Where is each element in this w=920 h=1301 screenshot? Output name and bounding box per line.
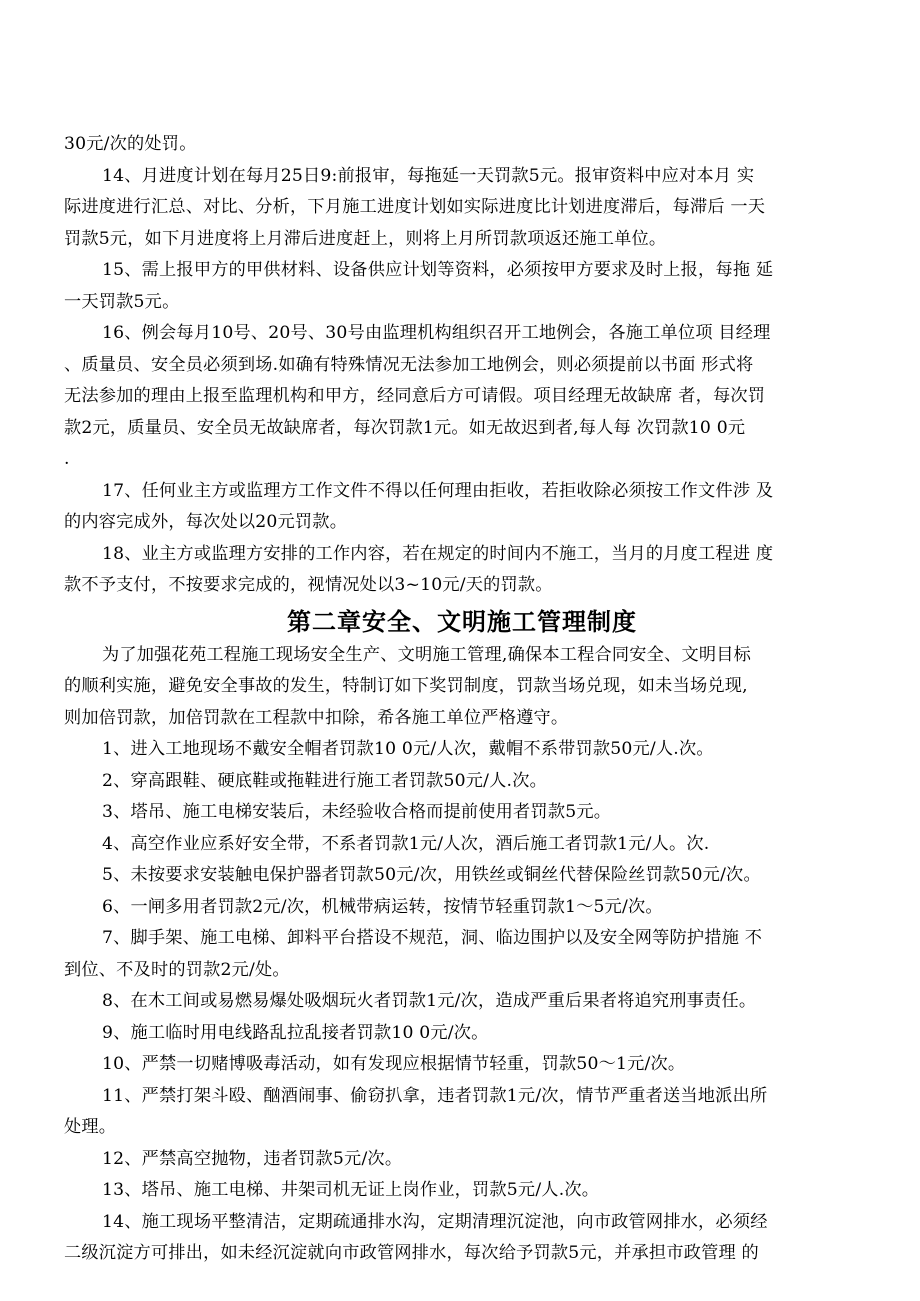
text-line: [64, 570, 860, 602]
text-line-content: 18、业主方或监理方安排的工作内容，若在规定的时间内不施工，当月的月度工程进 度: [102, 543, 774, 564]
text-line-content: 3、塔吊、施工电梯安装后，未经验收合格而提前使用者罚款5元。: [102, 802, 612, 822]
text-line: [64, 923, 860, 955]
text-line-content: 无法参加的理由上报至监理机构和甲方，经同意后方可请假。项目经理无故缺席 者，每次罚: [64, 386, 766, 406]
text-line: [64, 444, 860, 476]
text-line: [64, 129, 860, 161]
text-line-content: 15、需上报甲方的甲供材料、设备供应计划等资料，必须按甲方要求及时上报，每拖 延: [102, 260, 774, 280]
text-line-content: 一天罚款5元。: [64, 291, 180, 312]
text-line-content: 为了加强花苑工程施工现场安全生产、文明施工管理,确保本工程合同安全、文明目标: [102, 644, 752, 665]
section-safety-civilized-construction: [64, 640, 860, 1270]
text-line-content: 9、施工临时用电线路乱拉乱接者罚款10 0元/次。: [102, 1022, 489, 1043]
text-line: [64, 381, 860, 413]
text-line-content: 7、脚手架、施工电梯、卸料平台搭设不规范，洞、临边围护以及安全网等防护措施 不: [102, 928, 763, 948]
text-line-content: 的内容完成外，每次处以20元罚款。: [64, 512, 348, 532]
text-line: [64, 1207, 860, 1239]
chapter-title: 第二章安全、文明施工管理制度: [287, 607, 637, 636]
text-line-content: 1、进入工地现场不戴安全帽者罚款10 0元/人次，戴帽不系带罚款50元/人.次。: [102, 739, 714, 759]
text-line: [64, 797, 860, 829]
text-line: [64, 955, 860, 987]
text-line-content: 30元/次的处罚。: [64, 134, 197, 154]
text-line-content: 处理。: [64, 1117, 117, 1137]
text-line: [64, 1144, 860, 1176]
text-line: [64, 224, 860, 256]
text-line: [64, 703, 860, 735]
text-line: [64, 350, 860, 382]
text-line: [64, 413, 860, 445]
text-line: [64, 1175, 860, 1207]
text-line: [64, 287, 860, 319]
text-line-content: .: [64, 449, 70, 469]
text-line-content: 际进度进行汇总、对比、分析，下月施工进度计划如实际进度比计划进度滞后，每滞后 一天: [64, 197, 766, 217]
text-line: [64, 829, 860, 861]
text-line: [64, 671, 860, 703]
text-line-content: 11、严禁打架斗殴、酗酒闹事、偷窃扒拿，违者罚款1元/次，情节严重者送当地派出所: [102, 1085, 768, 1106]
text-line-content: 款2元，质量员、安全员无故缺席者，每次罚款1元。如无故迟到者,每人每 次罚款10 0元: [64, 417, 746, 438]
text-line: [64, 318, 860, 350]
text-line-content: 6、一闸多用者罚款2元/次，机械带病运转，按情节轻重罚款1～5元/次。: [102, 896, 663, 917]
text-line-content: 8、在木工间或易燃易爆处吸烟玩火者罚款1元/次，造成严重后果者将追究刑事责任。: [102, 991, 757, 1011]
text-line: [64, 766, 860, 798]
text-line-content: 二级沉淀方可排出，如未经沉淀就向市政管网排水，每次给予罚款5元，并承担市政管理 的: [64, 1243, 759, 1263]
text-line-content: 5、未按要求安装触电保护器者罚款50元/次，用铁丝或铜丝代替保险丝罚款50元/次。: [102, 865, 761, 885]
text-line-content: 罚款5元，如下月进度将上月滞后进度赶上，则将上月所罚款项返还施工单位。: [64, 228, 667, 249]
text-line: [64, 640, 860, 672]
text-line-content: 2、穿高跟鞋、硬底鞋或拖鞋进行施工者罚款50元/人.次。: [102, 770, 547, 791]
text-line: [64, 161, 860, 193]
text-line: [64, 734, 860, 766]
document-page: [64, 129, 860, 1270]
text-line-content: 4、高空作业应系好安全带，不系者罚款1元/人次，酒后施工者罚款1元/人。次.: [102, 833, 710, 854]
text-line-content: 10、严禁一切赌博吸毒活动，如有发现应根据情节轻重，罚款50～1元/次。: [102, 1054, 686, 1074]
text-line-content: 到位、不及时的罚款2元/处。: [64, 959, 290, 980]
text-line: [64, 892, 860, 924]
text-line: [64, 1112, 860, 1144]
text-line-content: 17、任何业主方或监理方工作文件不得以任何理由拒收，若拒收除必须按工作文件涉 及: [102, 480, 774, 501]
text-line: [64, 255, 860, 287]
text-line: [64, 507, 860, 539]
text-line: [64, 1018, 860, 1050]
text-line: [64, 1081, 860, 1113]
text-line: [64, 539, 860, 571]
text-line-content: 16、例会每月10号、20号、30号由监理机构组织召开工地例会，各施工单位项 目经理: [102, 323, 771, 343]
text-line-content: 的顺利实施，避免安全事故的发生，特制订如下奖罚制度，罚款当场兑现，如未当场兑现,: [64, 676, 748, 696]
text-line: [64, 986, 860, 1018]
text-line: [64, 860, 860, 892]
text-line-content: 13、塔吊、施工电梯、井架司机无证上岗作业，罚款5元/人.次。: [102, 1180, 600, 1200]
text-line-content: 14、施工现场平整清洁，定期疏通排水沟，定期清理沉淀池，向市政管网排水，必须经: [102, 1211, 768, 1232]
text-line-content: 、质量员、安全员必须到场.如确有特殊情况无法参加工地例会，则必须提前以书面 形式将: [64, 354, 754, 375]
text-line: [64, 476, 860, 508]
text-line: [64, 1238, 860, 1270]
text-line: [64, 1049, 860, 1081]
section-penalty-items-continued: [64, 129, 860, 602]
text-line-content: 14、月进度计划在每月25日9:前报审，每拖延一天罚款5元。报审资料中应对本月 实: [102, 165, 755, 186]
text-line-content: 则加倍罚款，加倍罚款在工程款中扣除，希各施工单位严格遵守。: [64, 707, 569, 728]
text-line: [64, 192, 860, 224]
text-line-content: 款不予支付，不按要求完成的，视情况处以3~10元/天的罚款。: [64, 575, 553, 595]
text-line-content: 12、严禁高空抛物，违者罚款5元/次。: [102, 1148, 403, 1169]
